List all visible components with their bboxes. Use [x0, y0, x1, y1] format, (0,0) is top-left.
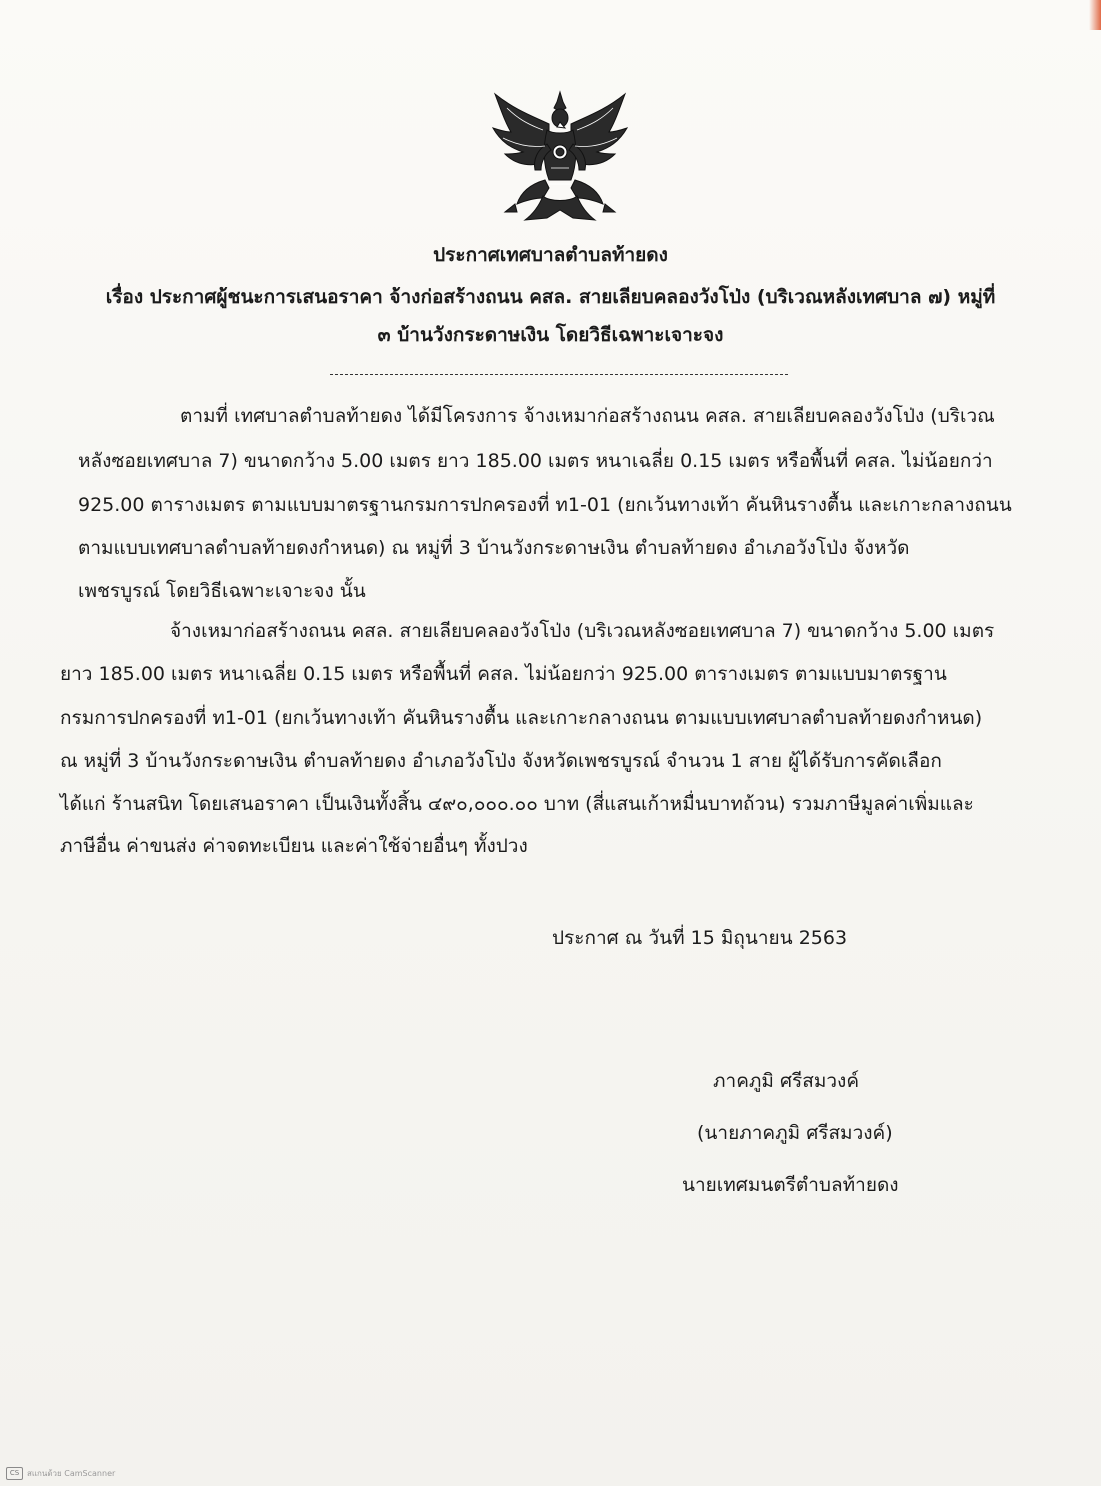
garuda-emblem-icon	[487, 88, 633, 228]
signature-name: ภาคภูมิ ศรีสมวงค์	[713, 1070, 860, 1092]
announcement-date: ประกาศ ณ วันที่ 15 มิถุนายน 2563	[552, 927, 848, 949]
paragraph2-line: ยาว 185.00 เมตร หนาเฉลี่ย 0.15 เมตร หรือพื้นที่ คสล. ไม่น้อยกว่า 925.00 ตารางเมตร ตามแบบมาตรฐาน	[60, 663, 947, 685]
paragraph1-line: เพชรบูรณ์ โดยวิธีเฉพาะเจาะจง นั้น	[78, 580, 366, 602]
camscanner-logo-icon: CS	[6, 1467, 23, 1480]
separator-rule	[330, 374, 788, 375]
scanner-watermark	[6, 1467, 115, 1480]
signature-position: นายเทศมนตรีตำบลท้ายดง	[682, 1174, 899, 1196]
paragraph2-line: ได้แก่ ร้านสนิท โดยเสนอราคา เป็นเงินทั้งสิ้น ๔๙๐,๐๐๐.๐๐ บาท (สี่แสนเก้าหมื่นบาทถ้วน) รวมภาษีมูลค่าเพิ่มและ	[60, 793, 974, 815]
paragraph1-line: หลังซอยเทศบาล 7) ขนาดกว้าง 5.00 เมตร ยาว 185.00 เมตร หนาเฉลี่ย 0.15 เมตร หรือพื้นที่ คสล. ไม่น้อยกว่า	[78, 450, 993, 472]
signature-full-name: (นายภาคภูมิ ศรีสมวงค์)	[697, 1122, 893, 1144]
subject-line-2: ๓ บ้านวังกระดาษเงิน โดยวิธีเฉพาะเจาะจง	[377, 324, 724, 346]
paragraph2-line: ภาษีอื่น ค่าขนส่ง ค่าจดทะเบียน และค่าใช้จ่ายอื่นๆ ทั้งปวง	[60, 835, 528, 857]
paragraph1-line: ตามแบบเทศบาลตำบลท้ายดงกำหนด) ณ หมู่ที่ 3 บ้านวังกระดาษเงิน ตำบลท้ายดง อำเภอวังโป่ง จังหวัด	[78, 537, 910, 559]
paragraph2-line: ณ หมู่ที่ 3 บ้านวังกระดาษเงิน ตำบลท้ายดง อำเภอวังโป่ง จังหวัดเพชรบูรณ์ จำนวน 1 สาย ผู้ได้รับการคัดเลือก	[60, 750, 942, 772]
subject-line-1: เรื่อง ประกาศผู้ชนะการเสนอราคา จ้างก่อสร้างถนน คสล. สายเลียบคลองวังโป่ง (บริเวณหลังเทศบาล ๗) หมู่ที่	[105, 286, 996, 308]
paragraph1-line: ตามที่ เทศบาลตำบลท้ายดง ได้มีโครงการ จ้างเหมาก่อสร้างถนน คสล. สายเลียบคลองวังโป่ง (บริเวณ	[180, 405, 995, 427]
announcement-title: ประกาศเทศบาลตำบลท้ายดง	[433, 244, 668, 266]
paragraph2-line: จ้างเหมาก่อสร้างถนน คสล. สายเลียบคลองวังโป่ง (บริเวณหลังซอยเทศบาล 7) ขนาดกว้าง 5.00 เมตร	[170, 620, 995, 642]
scan-edge-mark	[1089, 0, 1101, 30]
paragraph2-line: กรมการปกครองที่ ท1-01 (ยกเว้นทางเท้า คันหินรางตื้น และเกาะกลางถนน ตามแบบเทศบาลตำบลท้ายดงกำหนด)	[60, 707, 983, 729]
scanner-text: สแกนด้วย CamScanner	[27, 1469, 116, 1478]
paragraph1-line: 925.00 ตารางเมตร ตามแบบมาตรฐานกรมการปกครองที่ ท1-01 (ยกเว้นทางเท้า คันหินรางตื้น และเกาะกลางถนน	[78, 494, 1012, 516]
